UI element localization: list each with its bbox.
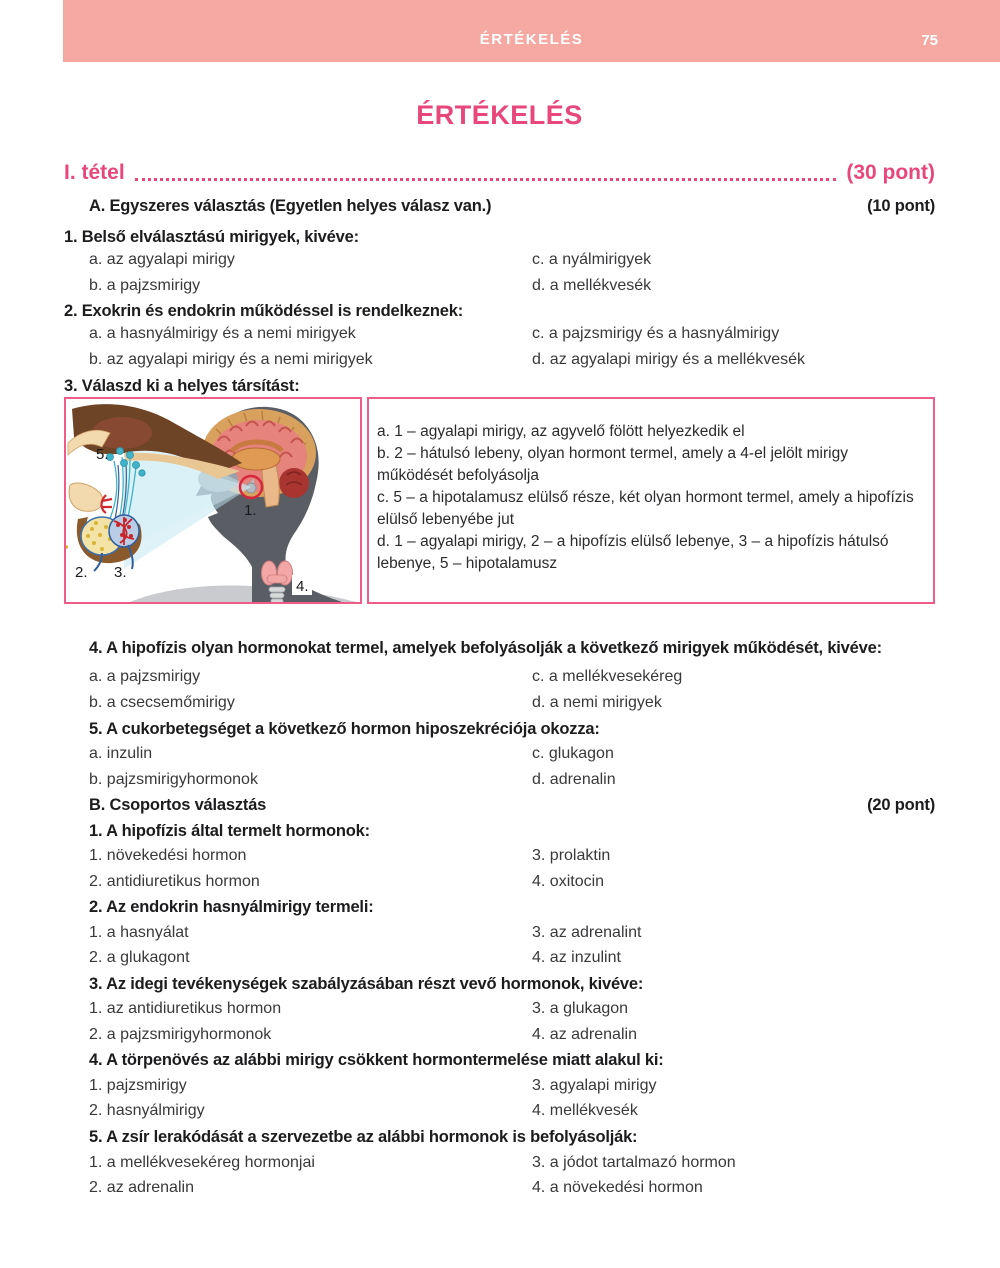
artery <box>102 495 113 513</box>
option-a2-d: d. az agyalapi mirigy és a mellékvesék <box>532 351 806 368</box>
question-a2-options-row1 <box>89 325 935 343</box>
question-a3-figure <box>64 397 935 604</box>
section-b-heading: B. Csoportos választás <box>89 796 267 814</box>
question-a5-options-row1 <box>89 745 935 763</box>
question-b5-heading: 5. A zsír lerakódását a szervezetbe az alábbi hormonok is befolyásolják: <box>89 1128 638 1146</box>
page-title: ÉRTÉKELÉS <box>416 100 583 130</box>
option-b3-4: 4. az adrenalin <box>532 1026 637 1043</box>
question-b4-options-row1 <box>89 1077 935 1095</box>
option-b2-1: 1. a hasnyálat <box>89 924 189 941</box>
section-a-heading-row <box>89 197 935 216</box>
option-b5-3: 3. a jódot tartalmazó hormon <box>532 1154 736 1171</box>
dotted-leader <box>135 160 837 181</box>
option-b2-2: 2. a glukagont <box>89 949 190 966</box>
option-a5-a: a. inzulin <box>89 745 153 762</box>
figure-option-b: b. 2 – hátulsó lebeny, olyan hormont termel, amely a 4-el jelölt mirigy működését befolyásolja <box>377 445 848 484</box>
question-a1-heading: 1. Belső elválasztású mirigyek, kivéve: <box>64 228 359 246</box>
anatomy-illustration-box <box>64 397 362 604</box>
question-a4-options-row1 <box>89 668 935 686</box>
question-b4-heading: 4. A törpenövés az alábbi mirigy csökkent hormontermelése miatt alakul ki: <box>89 1051 664 1069</box>
option-b5-1: 1. a mellékvesekéreg hormonjai <box>89 1154 315 1171</box>
header-bar <box>63 0 1000 62</box>
question-a1-options-row1 <box>89 251 935 269</box>
figure-option-a: a. 1 – agyalapi mirigy, az agyvelő fölött helyezkedik el <box>377 423 745 440</box>
question-b3-heading: 3. Az idegi tevékenységek szabályzásában részt vevő hormonok, kivéve: <box>89 975 644 993</box>
option-a4-b: b. a csecsemőmirigy <box>89 694 235 711</box>
option-b4-2: 2. hasnyálmirigy <box>89 1102 205 1119</box>
option-b2-3: 3. az adrenalint <box>532 924 642 941</box>
option-b4-1: 1. pajzsmirigy <box>89 1077 187 1094</box>
figure-answer-box <box>367 397 935 604</box>
question-b3-options-row2 <box>89 1026 935 1044</box>
figure-label-1: 1. <box>244 502 257 519</box>
section-b-points: (20 pont) <box>867 796 935 814</box>
section-a-heading: A. Egyszeres választás (Egyetlen helyes válasz van.) <box>89 197 492 215</box>
option-b1-2: 2. antidiuretikus hormon <box>89 873 260 890</box>
option-a4-c: c. a mellékvesekéreg <box>532 668 683 685</box>
option-b5-2: 2. az adrenalin <box>89 1179 194 1196</box>
option-b5-4: 4. a növekedési hormon <box>532 1179 703 1196</box>
option-b2-4: 4. az inzulint <box>532 949 621 966</box>
question-b2-options-row2 <box>89 949 935 967</box>
option-a1-b: b. a pajzsmirigy <box>89 277 201 294</box>
option-b1-3: 3. prolaktin <box>532 847 611 864</box>
option-b3-3: 3. a glukagon <box>532 1000 629 1017</box>
section-a-points: (10 pont) <box>867 197 935 215</box>
option-b4-4: 4. mellékvesék <box>532 1102 638 1119</box>
option-b4-3: 3. agyalapi mirigy <box>532 1077 657 1094</box>
question-a1-options-row2 <box>89 277 935 295</box>
option-a1-d: d. a mellékvesék <box>532 277 652 294</box>
header-bar-title: ÉRTÉKELÉS <box>479 30 584 48</box>
figure-label-2: 2. <box>75 564 88 581</box>
question-b4-options-row2 <box>89 1102 935 1120</box>
figure-option-d: d. 1 – agyalapi mirigy, 2 – a hipofízis elülső lebenye, 3 – a hipofízis hátulsó lebenye, 5 – hipotalamusz <box>377 533 889 572</box>
tetel-label: I. tétel <box>64 161 125 184</box>
tetel-points: (30 pont) <box>846 161 935 184</box>
question-b1-options-row2 <box>89 873 935 891</box>
question-a5-heading: 5. A cukorbetegséget a következő hormon hiposzekréciója okozza: <box>89 720 600 738</box>
section-b-heading-row <box>89 796 935 815</box>
option-b1-1: 1. növekedési hormon <box>89 847 247 864</box>
question-a3-heading: 3. Válaszd ki a helyes társítást: <box>64 377 300 395</box>
question-b3-options-row1 <box>89 1000 935 1018</box>
figure-label-5: 5. <box>96 446 109 463</box>
option-a5-d: d. adrenalin <box>532 771 616 788</box>
option-a4-d: d. a nemi mirigyek <box>532 694 662 711</box>
option-a5-b: b. pajzsmirigyhormonok <box>89 771 258 788</box>
page-number: 75 <box>921 32 938 49</box>
option-b3-1: 1. az antidiuretikus hormon <box>89 1000 282 1017</box>
option-a2-a: a. a hasnyálmirigy és a nemi mirigyek <box>89 325 356 342</box>
option-a1-a: a. az agyalapi mirigy <box>89 251 235 268</box>
pituitary-anatomy-illustration <box>66 399 360 602</box>
question-b5-options-row1 <box>89 1154 935 1172</box>
question-b2-options-row1 <box>89 924 935 942</box>
figure-label-3: 3. <box>114 564 127 581</box>
option-a4-a: a. a pajzsmirigy <box>89 668 201 685</box>
option-a2-c: c. a pajzsmirigy és a hasnyálmirigy <box>532 325 780 342</box>
option-b1-4: 4. oxitocin <box>532 873 605 890</box>
question-b2-heading: 2. Az endokrin hasnyálmirigy termeli: <box>89 898 374 916</box>
option-b3-2: 2. a pajzsmirigyhormonok <box>89 1026 272 1043</box>
question-b1-heading: 1. A hipofízis által termelt hormonok: <box>89 822 370 840</box>
question-a4-options-row2 <box>89 694 935 712</box>
option-a2-b: b. az agyalapi mirigy és a nemi mirigyek <box>89 351 373 368</box>
question-a2-options-row2 <box>89 351 935 369</box>
question-a5-options-row2 <box>89 771 935 789</box>
option-a1-c: c. a nyálmirigyek <box>532 251 652 268</box>
figure-label-4: 4. <box>296 578 309 595</box>
figure-option-c: c. 5 – a hipotalamusz elülső része, két olyan hormont termel, amely a hipofízis elülső lebenyébe jut <box>377 489 914 528</box>
thalamus <box>232 448 280 470</box>
question-b5-options-row2 <box>89 1179 935 1197</box>
question-a4-heading: 4. A hipofízis olyan hormonokat termel, amelyek befolyásolják a következő mirigyek működését, kivéve: <box>89 639 882 657</box>
option-a5-c: c. glukagon <box>532 745 614 762</box>
question-b1-options-row1 <box>89 847 935 865</box>
question-a2-heading: 2. Exokrin és endokrin működéssel is rendelkeznek: <box>64 302 463 320</box>
tetel-row <box>64 160 935 185</box>
